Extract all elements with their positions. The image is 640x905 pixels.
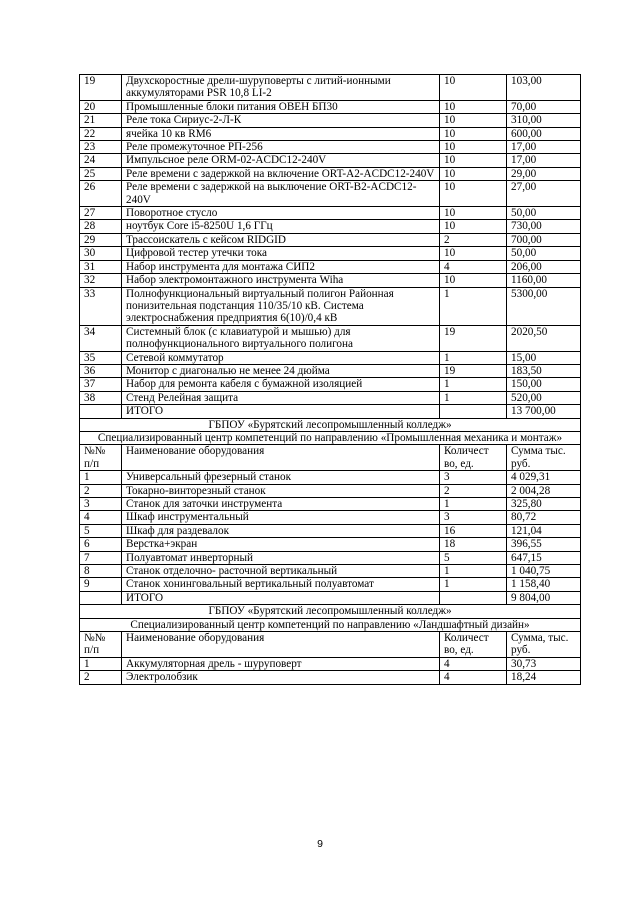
row-number: 6 bbox=[80, 538, 122, 551]
row-number: 1 bbox=[80, 657, 122, 670]
quantity: 4 bbox=[440, 657, 507, 670]
quantity: 10 bbox=[440, 207, 507, 220]
row-number: 24 bbox=[80, 154, 122, 167]
amount: 18,24 bbox=[507, 671, 581, 684]
table-row bbox=[80, 498, 581, 511]
row-number: 1 bbox=[80, 471, 122, 484]
row-number: 34 bbox=[80, 325, 122, 351]
row-number: 29 bbox=[80, 233, 122, 246]
table-row bbox=[80, 325, 581, 351]
row-number: 25 bbox=[80, 167, 122, 180]
table-row bbox=[80, 671, 581, 684]
amount: 70,00 bbox=[507, 100, 581, 113]
amount: 396,55 bbox=[507, 538, 581, 551]
table-header-row bbox=[80, 632, 581, 658]
equipment-name: Двухскоростные дрели-шуруповерты с литий-ионными аккумуляторами PSR 10,8 LI-2 bbox=[122, 75, 440, 101]
quantity: 19 bbox=[440, 364, 507, 377]
amount: 17,00 bbox=[507, 141, 581, 154]
row-number: 30 bbox=[80, 247, 122, 260]
quantity: 1 bbox=[440, 391, 507, 404]
amount: 2 004,28 bbox=[507, 484, 581, 497]
row-number: 8 bbox=[80, 565, 122, 578]
amount: 27,00 bbox=[507, 181, 581, 207]
quantity: 1 bbox=[440, 378, 507, 391]
amount: 4 029,31 bbox=[507, 471, 581, 484]
row-number: 26 bbox=[80, 181, 122, 207]
equipment-name: Шкаф для раздевалок bbox=[122, 524, 440, 537]
row-number: 33 bbox=[80, 287, 122, 325]
amount: 206,00 bbox=[507, 260, 581, 273]
header-name: Наименование оборудования bbox=[122, 632, 440, 658]
quantity: 10 bbox=[440, 114, 507, 127]
amount: 2020,50 bbox=[507, 325, 581, 351]
table-row bbox=[80, 167, 581, 180]
header-quantity: Количест во, ед. bbox=[440, 445, 507, 471]
table-row bbox=[80, 391, 581, 404]
amount: 600,00 bbox=[507, 127, 581, 140]
total-row bbox=[80, 405, 581, 418]
total-sum: 9 804,00 bbox=[507, 591, 581, 604]
row-number: 9 bbox=[80, 578, 122, 591]
amount: 325,80 bbox=[507, 498, 581, 511]
amount: 50,00 bbox=[507, 207, 581, 220]
table-row bbox=[80, 75, 581, 101]
table-row bbox=[80, 207, 581, 220]
amount: 520,00 bbox=[507, 391, 581, 404]
equipment-table bbox=[79, 74, 581, 685]
quantity: 10 bbox=[440, 181, 507, 207]
total-sum: 13 700,00 bbox=[507, 405, 581, 418]
row-number: 21 bbox=[80, 114, 122, 127]
row-number: 7 bbox=[80, 551, 122, 564]
quantity: 10 bbox=[440, 154, 507, 167]
quantity: 1 bbox=[440, 351, 507, 364]
equipment-name: ячейка 10 кв RM6 bbox=[122, 127, 440, 140]
page-number: 9 bbox=[317, 838, 323, 850]
row-number: 37 bbox=[80, 378, 122, 391]
total-label: ИТОГО bbox=[122, 591, 440, 604]
equipment-name: Промышленные блоки питания ОВЕН БП30 bbox=[122, 100, 440, 113]
row-number: 32 bbox=[80, 274, 122, 287]
quantity: 4 bbox=[440, 260, 507, 273]
row-number: 35 bbox=[80, 351, 122, 364]
table-header-row bbox=[80, 445, 581, 471]
row-number: 2 bbox=[80, 671, 122, 684]
row-number: 27 bbox=[80, 207, 122, 220]
equipment-name: Набор для ремонта кабеля с бумажной изоляцией bbox=[122, 378, 440, 391]
row-number: 19 bbox=[80, 75, 122, 101]
amount: 183,50 bbox=[507, 364, 581, 377]
amount: 80,72 bbox=[507, 511, 581, 524]
equipment-name: Поворотное стусло bbox=[122, 207, 440, 220]
row-number: 2 bbox=[80, 484, 122, 497]
section-org: ГБПОУ «Бурятский лесопромышленный колледж» bbox=[80, 418, 581, 431]
header-quantity: Количест во, ед. bbox=[440, 632, 507, 658]
quantity: 1 bbox=[440, 498, 507, 511]
row-number: 31 bbox=[80, 260, 122, 273]
table-row bbox=[80, 260, 581, 273]
table-row bbox=[80, 114, 581, 127]
quantity: 16 bbox=[440, 524, 507, 537]
equipment-name: Цифровой тестер утечки тока bbox=[122, 247, 440, 260]
row-number: 3 bbox=[80, 498, 122, 511]
row-number: 23 bbox=[80, 141, 122, 154]
amount: 1 158,40 bbox=[507, 578, 581, 591]
amount: 730,00 bbox=[507, 220, 581, 233]
equipment-table-body bbox=[80, 75, 581, 685]
table-row bbox=[80, 578, 581, 591]
equipment-name: Реле промежуточное РП-256 bbox=[122, 141, 440, 154]
table-row bbox=[80, 220, 581, 233]
header-amount: Сумма, тыс. руб. bbox=[507, 632, 581, 658]
quantity: 1 bbox=[440, 578, 507, 591]
table-row bbox=[80, 471, 581, 484]
header-name: Наименование оборудования bbox=[122, 445, 440, 471]
table-row bbox=[80, 524, 581, 537]
table-row bbox=[80, 181, 581, 207]
quantity: 19 bbox=[440, 325, 507, 351]
amount: 103,00 bbox=[507, 75, 581, 101]
equipment-name: Токарно-винторезный станок bbox=[122, 484, 440, 497]
quantity: 18 bbox=[440, 538, 507, 551]
section-center-row bbox=[80, 431, 581, 444]
table-row bbox=[80, 378, 581, 391]
equipment-name: ноутбук Core i5-8250U 1,6 ГГц bbox=[122, 220, 440, 233]
equipment-name: Электролобзик bbox=[122, 671, 440, 684]
total-empty-cell bbox=[80, 591, 122, 604]
table-row bbox=[80, 351, 581, 364]
row-number: 28 bbox=[80, 220, 122, 233]
equipment-name: Шкаф инструментальный bbox=[122, 511, 440, 524]
table-row bbox=[80, 538, 581, 551]
row-number: 5 bbox=[80, 524, 122, 537]
equipment-name: Универсальный фрезерный станок bbox=[122, 471, 440, 484]
quantity: 10 bbox=[440, 167, 507, 180]
amount: 310,00 bbox=[507, 114, 581, 127]
amount: 5300,00 bbox=[507, 287, 581, 325]
quantity: 10 bbox=[440, 247, 507, 260]
quantity: 3 bbox=[440, 511, 507, 524]
equipment-name: Стенд Релейная защита bbox=[122, 391, 440, 404]
row-number: 36 bbox=[80, 364, 122, 377]
quantity: 2 bbox=[440, 484, 507, 497]
equipment-name: Станок для заточки инструмента bbox=[122, 498, 440, 511]
equipment-name: Набор электромонтажного инструмента Wiha bbox=[122, 274, 440, 287]
table-row bbox=[80, 154, 581, 167]
total-empty-cell bbox=[440, 405, 507, 418]
table-row bbox=[80, 565, 581, 578]
quantity: 10 bbox=[440, 100, 507, 113]
quantity: 10 bbox=[440, 220, 507, 233]
quantity: 10 bbox=[440, 127, 507, 140]
quantity: 10 bbox=[440, 274, 507, 287]
quantity: 10 bbox=[440, 75, 507, 101]
table-row bbox=[80, 141, 581, 154]
amount: 1160,00 bbox=[507, 274, 581, 287]
table-row bbox=[80, 657, 581, 670]
equipment-name: Полнофункциональный виртуальный полигон Районная понизительная подстанция 110/35/10 кВ. Система электроснабжения предприятия 6(10)/0,4 кВ bbox=[122, 287, 440, 325]
quantity: 5 bbox=[440, 551, 507, 564]
quantity: 1 bbox=[440, 287, 507, 325]
equipment-name: Реле времени с задержкой на выключение ORT-B2-ACDC12-240V bbox=[122, 181, 440, 207]
total-empty-cell bbox=[440, 591, 507, 604]
equipment-name: Реле времени с задержкой на включение ORT-A2-ACDC12-240V bbox=[122, 167, 440, 180]
amount: 17,00 bbox=[507, 154, 581, 167]
section-center-row bbox=[80, 618, 581, 631]
row-number: 4 bbox=[80, 511, 122, 524]
equipment-name: Импульсное реле ORM-02-ACDC12-240V bbox=[122, 154, 440, 167]
equipment-name: Сетевой коммутатор bbox=[122, 351, 440, 364]
amount: 15,00 bbox=[507, 351, 581, 364]
table-row bbox=[80, 364, 581, 377]
amount: 150,00 bbox=[507, 378, 581, 391]
equipment-name: Набор инструмента для монтажа СИП2 bbox=[122, 260, 440, 273]
header-amount: Сумма тыс. руб. bbox=[507, 445, 581, 471]
table-row bbox=[80, 484, 581, 497]
table-row bbox=[80, 274, 581, 287]
amount: 29,00 bbox=[507, 167, 581, 180]
equipment-name: Верстка+экран bbox=[122, 538, 440, 551]
amount: 647,15 bbox=[507, 551, 581, 564]
total-empty-cell bbox=[80, 405, 122, 418]
section-org-row bbox=[80, 418, 581, 431]
quantity: 2 bbox=[440, 233, 507, 246]
amount: 30,73 bbox=[507, 657, 581, 670]
table-row bbox=[80, 551, 581, 564]
total-label: ИТОГО bbox=[122, 405, 440, 418]
row-number: 22 bbox=[80, 127, 122, 140]
equipment-name: Реле тока Сириус-2-Л-К bbox=[122, 114, 440, 127]
section-org-row bbox=[80, 605, 581, 618]
row-number: 38 bbox=[80, 391, 122, 404]
quantity: 3 bbox=[440, 471, 507, 484]
table-row bbox=[80, 233, 581, 246]
equipment-name: Аккумуляторная дрель - шуруповерт bbox=[122, 657, 440, 670]
equipment-name: Станок отделочно- расточной вертикальный bbox=[122, 565, 440, 578]
amount: 121,04 bbox=[507, 524, 581, 537]
table-row bbox=[80, 287, 581, 325]
amount: 1 040,75 bbox=[507, 565, 581, 578]
equipment-name: Системный блок (с клавиатурой и мышью) для полнофункционального виртуального полигона bbox=[122, 325, 440, 351]
amount: 50,00 bbox=[507, 247, 581, 260]
total-row bbox=[80, 591, 581, 604]
amount: 700,00 bbox=[507, 233, 581, 246]
equipment-name: Монитор с диагональю не менее 24 дюйма bbox=[122, 364, 440, 377]
header-number: №№ п/п bbox=[80, 445, 122, 471]
table-row bbox=[80, 247, 581, 260]
section-center: Специализированный центр компетенций по направлению «Промышленная механика и монтаж» bbox=[80, 431, 581, 444]
table-row bbox=[80, 100, 581, 113]
quantity: 1 bbox=[440, 565, 507, 578]
quantity: 4 bbox=[440, 671, 507, 684]
row-number: 20 bbox=[80, 100, 122, 113]
header-number: №№ п/п bbox=[80, 632, 122, 658]
equipment-name: Станок хонинговальный вертикальный полуавтомат bbox=[122, 578, 440, 591]
table-row bbox=[80, 511, 581, 524]
section-center: Специализированный центр компетенций по направлению «Ландшафтный дизайн» bbox=[80, 618, 581, 631]
quantity: 10 bbox=[440, 141, 507, 154]
equipment-name: Трассоискатель с кейсом RIDGID bbox=[122, 233, 440, 246]
table-row bbox=[80, 127, 581, 140]
equipment-name: Полуавтомат инверторный bbox=[122, 551, 440, 564]
section-org: ГБПОУ «Бурятский лесопромышленный колледж» bbox=[80, 605, 581, 618]
